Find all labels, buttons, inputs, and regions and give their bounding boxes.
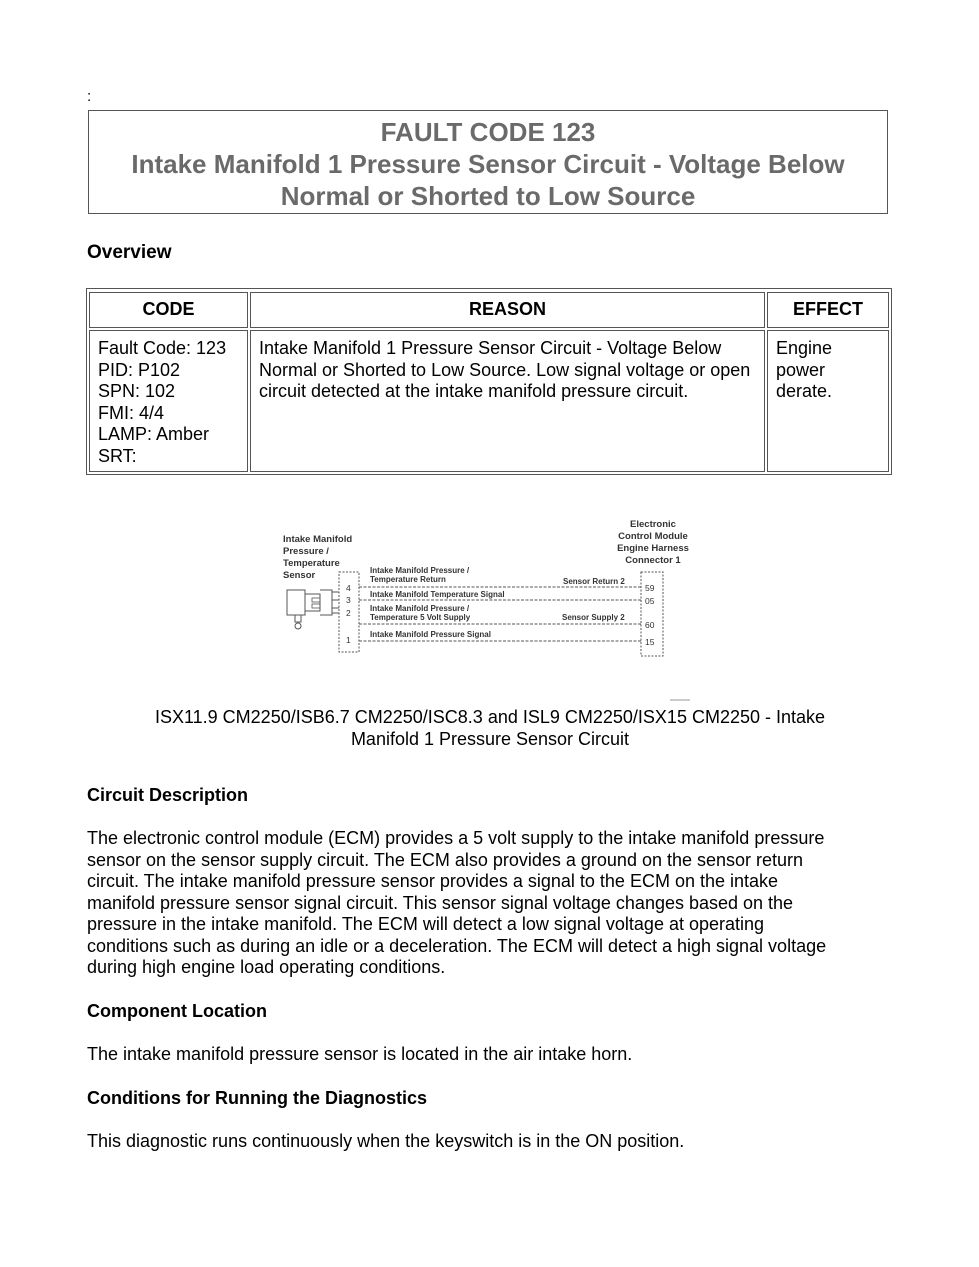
- caption-line: ISX11.9 CM2250/ISB6.7 CM2250/ISC8.3 and ISL9 CM2250/ISX15 CM2250 - Intake: [154, 707, 826, 727]
- code-cell: [89, 330, 248, 472]
- code-line: FMI: 4/4: [98, 402, 165, 423]
- paragraph-line: conditions such as during an idle or a deceleration. The ECM will detect a high signal voltage: [87, 935, 827, 956]
- ecm-label-line: Control Module: [618, 531, 688, 542]
- fault-code-title: FAULT CODE 123: [380, 117, 596, 147]
- paragraph-line: sensor on the sensor supply circuit. The ECM also provides a ground on the sensor return: [87, 849, 804, 870]
- ecm-label-line: Engine Harness: [617, 543, 689, 554]
- figure-caption: [110, 706, 870, 750]
- wire-label: Intake Manifold Pressure /: [370, 604, 470, 613]
- sensor-body: [287, 590, 332, 629]
- fault-description-line-1: Intake Manifold 1 Pressure Sensor Circuit - Voltage Below: [131, 149, 845, 179]
- wire-tag: Sensor Supply 2: [562, 613, 625, 622]
- sensor-label-line: Intake Manifold: [283, 534, 353, 545]
- ecm-label-line: Electronic: [630, 519, 676, 530]
- header-reason: REASON: [250, 292, 765, 328]
- component-location-heading: Component Location: [87, 1001, 267, 1021]
- header-effect: EFFECT: [767, 292, 889, 328]
- circuit-diagram: [275, 510, 705, 705]
- ecm-label-line: Connector 1: [625, 555, 681, 566]
- code-line: LAMP: Amber: [98, 424, 210, 444]
- overview-heading: Overview: [87, 242, 172, 263]
- paragraph-line: The electronic control module (ECM) provides a 5 volt supply to the intake manifold pressure: [87, 828, 825, 848]
- code-line: PID: P102: [98, 359, 181, 380]
- sensor-pin-label: 4: [346, 583, 351, 593]
- sensor-pin-label: 3: [346, 595, 351, 605]
- circuit-description-heading: Circuit Description: [87, 785, 249, 805]
- effect-line: Engine: [776, 338, 833, 358]
- header-mark: :: [87, 88, 92, 105]
- fault-title-box: [88, 110, 888, 214]
- sensor-label-line: Sensor: [283, 570, 316, 581]
- reference-mark: [670, 699, 690, 701]
- ecm-pin-label: 60: [645, 620, 655, 630]
- sensor-label-line: Pressure /: [283, 546, 329, 557]
- wire-supply: [332, 604, 655, 630]
- wire-label: Temperature Return: [370, 575, 446, 584]
- sensor-pin-label: 1: [346, 635, 351, 645]
- conditions-heading: Conditions for Running the Diagnostics: [87, 1088, 427, 1108]
- component-location-text: The intake manifold pressure sensor is located in the air intake horn.: [87, 1044, 633, 1064]
- paragraph-line: circuit. The intake manifold pressure sensor provides a signal to the ECM on the intake: [87, 871, 779, 891]
- conditions-text: This diagnostic runs continuously when the keyswitch is in the ON position.: [87, 1131, 685, 1151]
- wire-label: Temperature 5 Volt Supply: [370, 613, 471, 622]
- ecm-pin-label: 15: [645, 637, 655, 647]
- effect-line: power: [776, 359, 826, 380]
- sensor-label-line: Temperature: [283, 558, 340, 569]
- effect-line: derate.: [776, 381, 833, 401]
- wire-label: Intake Manifold Pressure /: [370, 566, 470, 575]
- code-line: Fault Code: 123: [98, 338, 227, 358]
- code-line: SRT:: [98, 445, 137, 466]
- wire-tag: Sensor Return 2: [563, 577, 625, 586]
- header-code: CODE: [89, 292, 248, 328]
- ecm-pin-label: 59: [645, 583, 655, 593]
- reason-cell: Intake Manifold 1 Pressure Sensor Circuit - Voltage Below Normal or Shorted to Low Source. Low signal voltage or open circuit detected at the intake manifold pressure circuit.: [250, 330, 765, 472]
- paragraph-line: pressure in the intake manifold. The ECM will detect a low signal voltage at operating: [87, 914, 765, 934]
- wire-label: Intake Manifold Temperature Signal: [370, 590, 505, 599]
- circuit-description-text: [87, 828, 887, 979]
- ecm-pin-label: 05: [645, 596, 655, 606]
- sensor-pin-label: 2: [346, 608, 351, 618]
- code-line: SPN: 102: [98, 381, 176, 401]
- paragraph-line: during high engine load operating conditions.: [87, 957, 446, 977]
- effect-cell: [767, 330, 889, 472]
- overview-table: [86, 288, 892, 475]
- fault-description-line-2: Normal or Shorted to Low Source: [280, 181, 696, 211]
- wire-return: [332, 566, 655, 593]
- caption-line: Manifold 1 Pressure Sensor Circuit: [350, 729, 630, 749]
- paragraph-line: manifold pressure sensor signal circuit. This sensor signal voltage changes based on the: [87, 892, 794, 913]
- wire-label: Intake Manifold Pressure Signal: [370, 630, 491, 639]
